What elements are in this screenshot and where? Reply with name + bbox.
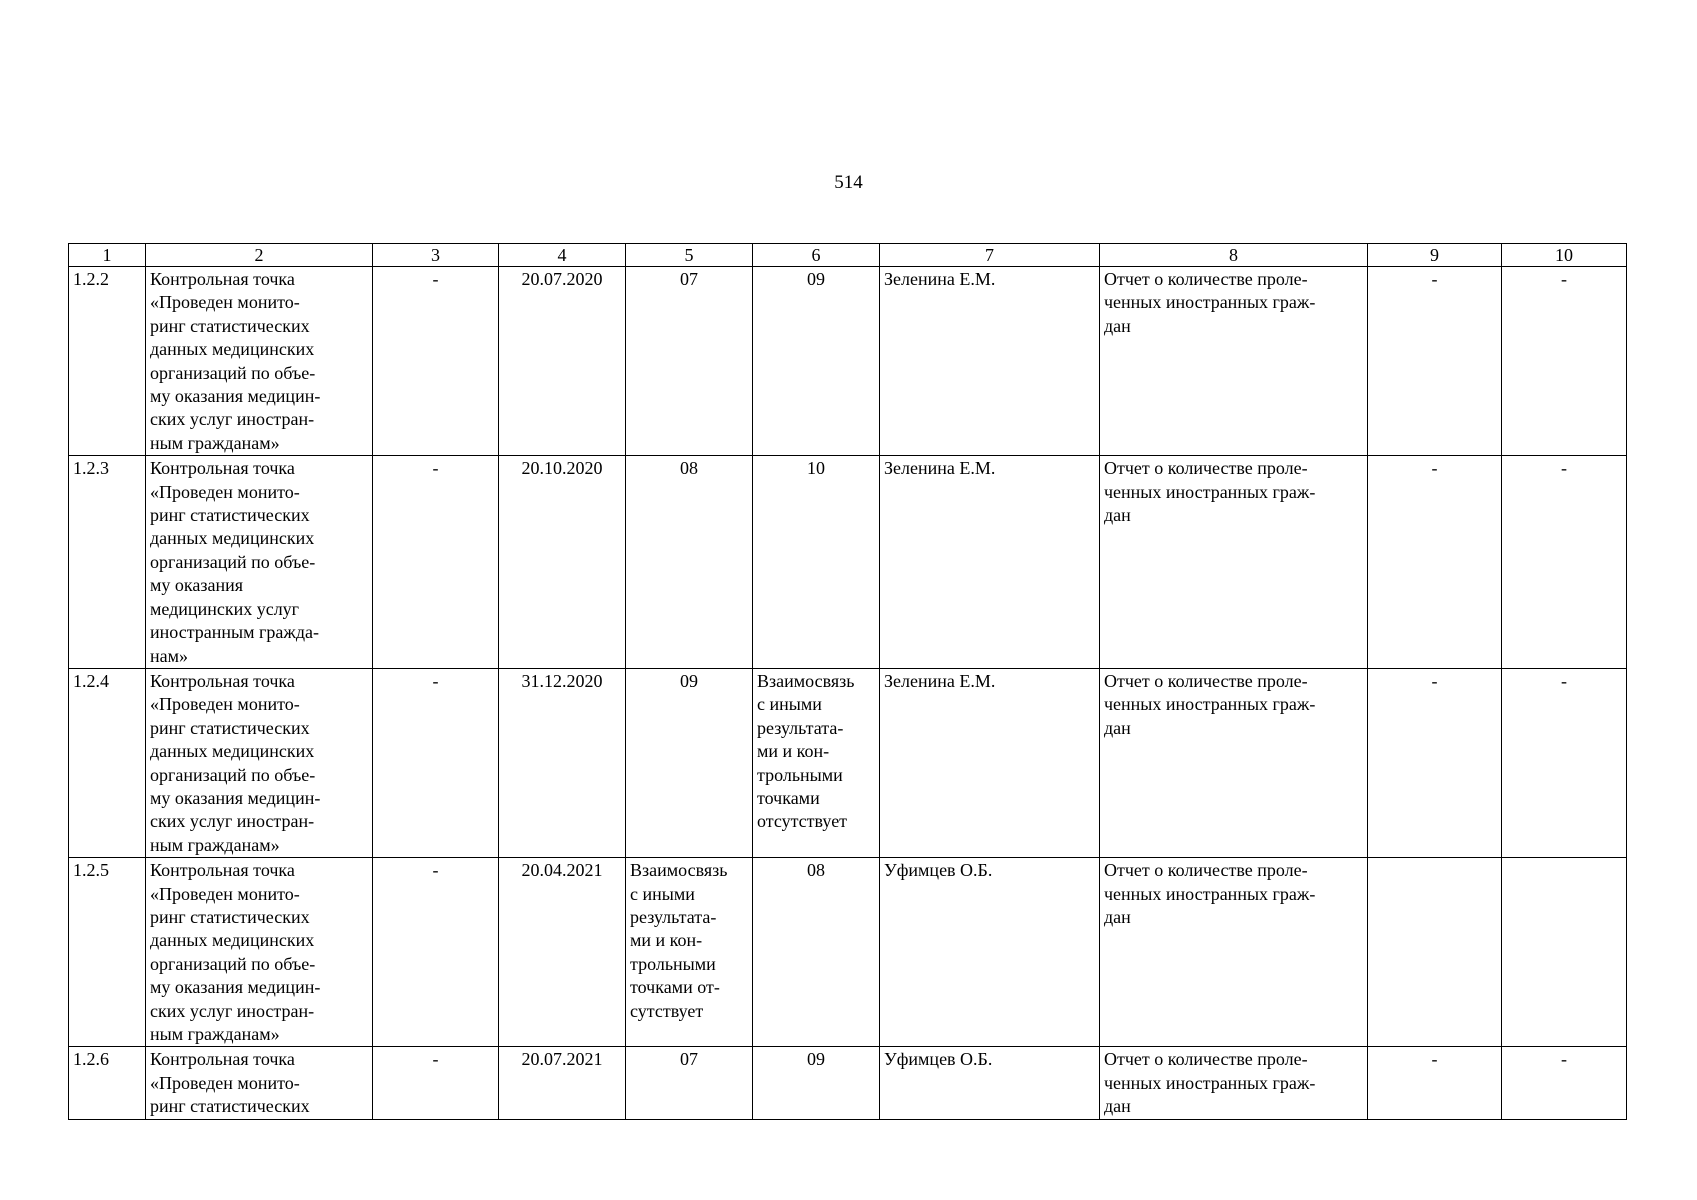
col9-value: - (1368, 267, 1502, 456)
header-cell: 9 (1368, 244, 1502, 267)
control-point-name: Контрольная точка «Проведен монито- ринг статистических данных медицинских организаций по объе- му оказания медицин- ских услуг иностран- ным гражданам» (146, 668, 373, 857)
col6-value: 10 (753, 456, 880, 669)
control-point-name: Контрольная точка «Проведен монито- ринг статистических данных медицинских организаций по объе- му оказания медицинских услуг иностранным гражда- нам» (146, 456, 373, 669)
row-number: 1.2.6 (69, 1047, 146, 1119)
header-cell: 7 (880, 244, 1100, 267)
page-number: 514 (834, 172, 863, 193)
col9-value: - (1368, 456, 1502, 669)
header-row (69, 244, 1627, 267)
col5-value: Взаимосвязь с иными результата- ми и кон- трольными точками от- сутствует (626, 858, 753, 1047)
row-number: 1.2.3 (69, 456, 146, 669)
header-cell: 5 (626, 244, 753, 267)
row-number: 1.2.2 (69, 267, 146, 456)
deadline-date: 20.07.2021 (499, 1047, 626, 1119)
responsible-person: Зеленина Е.М. (880, 456, 1100, 669)
header-cell: 6 (753, 244, 880, 267)
col3-value: - (373, 1047, 499, 1119)
responsible-person: Зеленина Е.М. (880, 267, 1100, 456)
table-row (69, 267, 1627, 456)
header-cell: 4 (499, 244, 626, 267)
col9-value: - (1368, 1047, 1502, 1119)
report-type: Отчет о количестве проле- ченных иностранных граж- дан (1100, 668, 1368, 857)
report-type: Отчет о количестве проле- ченных иностранных граж- дан (1100, 456, 1368, 669)
plan-table (68, 243, 1627, 1120)
col3-value: - (373, 267, 499, 456)
row-number: 1.2.5 (69, 858, 146, 1047)
header-cell: 2 (146, 244, 373, 267)
responsible-person: Зеленина Е.М. (880, 668, 1100, 857)
col5-value: 07 (626, 267, 753, 456)
report-type: Отчет о количестве проле- ченных иностранных граж- дан (1100, 858, 1368, 1047)
header-cell: 10 (1502, 244, 1627, 267)
col10-value: - (1502, 1047, 1627, 1119)
control-point-name: Контрольная точка «Проведен монито- ринг статистических данных медицинских организаций по объе- му оказания медицин- ских услуг иностран- ным гражданам» (146, 267, 373, 456)
table-row (69, 668, 1627, 857)
col6-value: 09 (753, 1047, 880, 1119)
col10-value: - (1502, 456, 1627, 669)
col5-value: 09 (626, 668, 753, 857)
control-point-name: Контрольная точка «Проведен монито- ринг статистических данных медицинских организаций по объе- му оказания медицин- ских услуг иностран- ным гражданам» (146, 858, 373, 1047)
col10-value: - (1502, 668, 1627, 857)
table-row (69, 456, 1627, 669)
col10-value (1502, 858, 1627, 1047)
deadline-date: 31.12.2020 (499, 668, 626, 857)
col6-value: Взаимосвязь с иными результата- ми и кон- трольными точками отсутствует (753, 668, 880, 857)
col10-value: - (1502, 267, 1627, 456)
report-type: Отчет о количестве проле- ченных иностранных граж- дан (1100, 1047, 1368, 1119)
responsible-person: Уфимцев О.Б. (880, 858, 1100, 1047)
report-type: Отчет о количестве проле- ченных иностранных граж- дан (1100, 267, 1368, 456)
header-cell: 1 (69, 244, 146, 267)
col6-value: 09 (753, 267, 880, 456)
header-cell: 3 (373, 244, 499, 267)
col5-value: 07 (626, 1047, 753, 1119)
table-row (69, 1047, 1627, 1119)
col3-value: - (373, 456, 499, 669)
col5-value: 08 (626, 456, 753, 669)
deadline-date: 20.10.2020 (499, 456, 626, 669)
col6-value: 08 (753, 858, 880, 1047)
col3-value: - (373, 858, 499, 1047)
table-row (69, 858, 1627, 1047)
col9-value: - (1368, 668, 1502, 857)
col9-value (1368, 858, 1502, 1047)
header-cell: 8 (1100, 244, 1368, 267)
control-point-name: Контрольная точка «Проведен монито- ринг статистических (146, 1047, 373, 1119)
responsible-person: Уфимцев О.Б. (880, 1047, 1100, 1119)
deadline-date: 20.07.2020 (499, 267, 626, 456)
col3-value: - (373, 668, 499, 857)
row-number: 1.2.4 (69, 668, 146, 857)
deadline-date: 20.04.2021 (499, 858, 626, 1047)
